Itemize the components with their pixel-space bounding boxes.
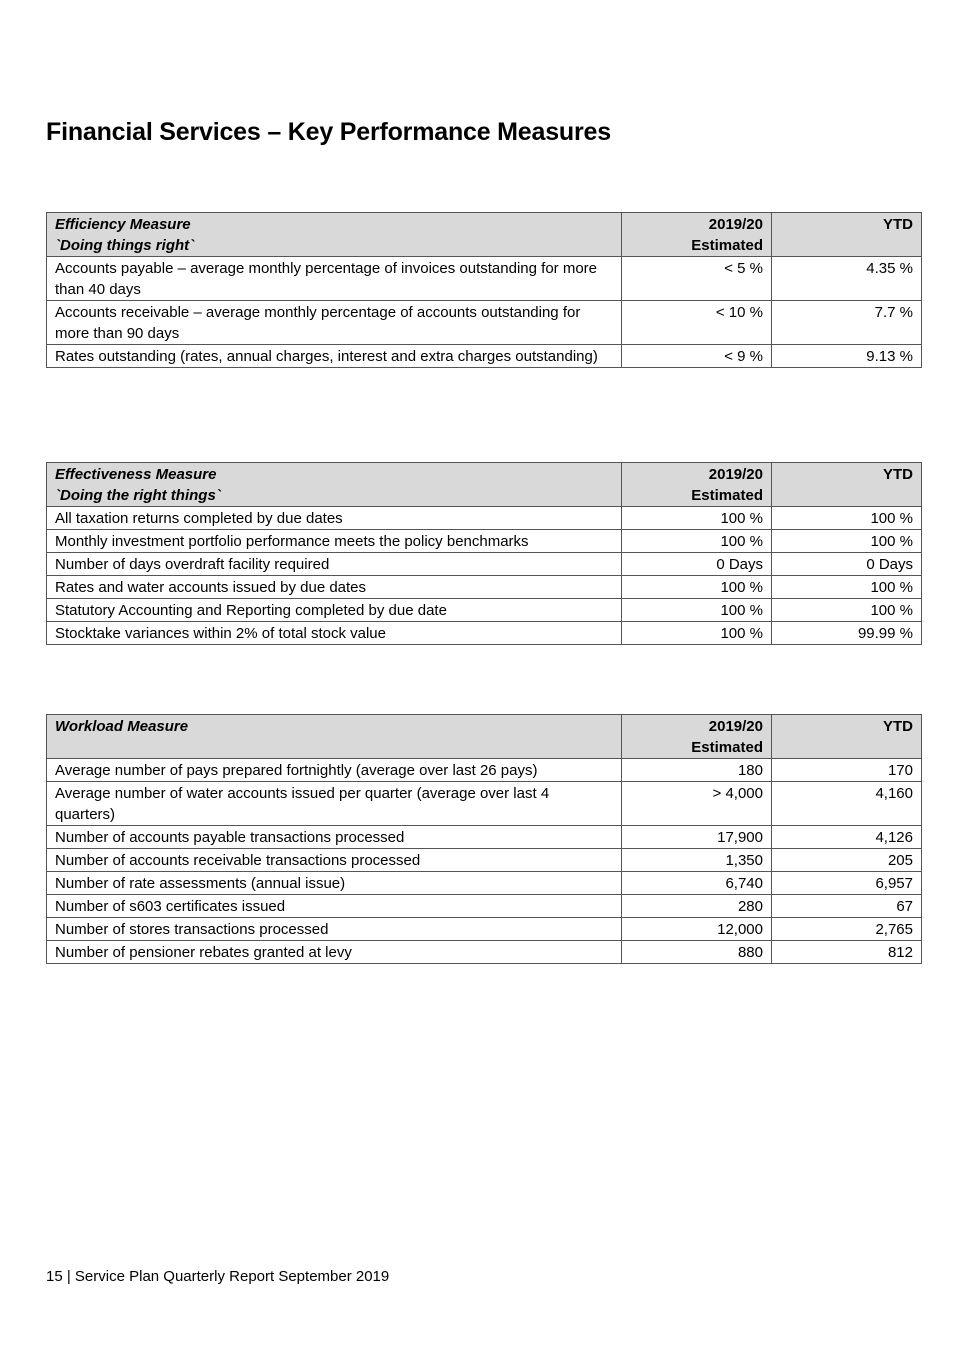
page-footer: 15 | Service Plan Quarterly Report September 2019 <box>46 1268 390 1285</box>
table-row <box>47 759 922 782</box>
table-header-row <box>47 213 922 257</box>
table-row <box>47 622 922 645</box>
measure-label: Accounts payable – average monthly percentage of invoices outstanding for more than 40 days <box>47 257 622 301</box>
estimated-value: 0 Days <box>622 553 772 576</box>
table-row <box>47 849 922 872</box>
ytd-value: 67 <box>772 895 922 918</box>
ytd-value: 100 % <box>772 576 922 599</box>
measure-heading: Workload Measure <box>55 718 189 735</box>
measure-heading: Efficiency Measure <box>55 216 191 233</box>
ytd-value: 2,765 <box>772 918 922 941</box>
measure-label: Number of stores transactions processed <box>47 918 622 941</box>
estimated-value: > 4,000 <box>622 782 772 826</box>
measure-subheading: `Doing the right things` <box>55 487 221 504</box>
table-row <box>47 553 922 576</box>
measure-label: Rates and water accounts issued by due dates <box>47 576 622 599</box>
ytd-value: 9.13 % <box>772 345 922 368</box>
table-row <box>47 599 922 622</box>
measure-label: Number of s603 certificates issued <box>47 895 622 918</box>
page-title: Financial Services – Key Performance Measures <box>46 118 611 146</box>
ytd-value: 7.7 % <box>772 301 922 345</box>
ytd-value: 100 % <box>772 599 922 622</box>
efficiency-table <box>46 212 922 368</box>
estimated-value: 100 % <box>622 599 772 622</box>
ytd-header: YTD <box>772 715 922 759</box>
ytd-value: 100 % <box>772 530 922 553</box>
measure-label: All taxation returns completed by due dates <box>47 507 622 530</box>
estimated-value: 6,740 <box>622 872 772 895</box>
estimated-value: 100 % <box>622 530 772 553</box>
table-row <box>47 257 922 301</box>
ytd-value: 99.99 % <box>772 622 922 645</box>
measure-heading: Effectiveness Measure <box>55 466 217 483</box>
ytd-value: 812 <box>772 941 922 964</box>
estimated-value: 1,350 <box>622 849 772 872</box>
estimated-value: 100 % <box>622 507 772 530</box>
ytd-value: 100 % <box>772 507 922 530</box>
table-row <box>47 895 922 918</box>
estimated-value: < 9 % <box>622 345 772 368</box>
ytd-header: YTD <box>772 213 922 257</box>
table-row <box>47 826 922 849</box>
table-header-row <box>47 463 922 507</box>
ytd-value: 170 <box>772 759 922 782</box>
ytd-value: 4,160 <box>772 782 922 826</box>
table-header-row <box>47 715 922 759</box>
measure-header <box>47 463 622 507</box>
table-row <box>47 941 922 964</box>
estimated-value: < 5 % <box>622 257 772 301</box>
effectiveness-table <box>46 462 922 645</box>
measure-header <box>47 213 622 257</box>
ytd-value: 0 Days <box>772 553 922 576</box>
measure-subheading: `Doing things right` <box>55 237 195 254</box>
measure-label: Number of days overdraft facility required <box>47 553 622 576</box>
measure-label: Average number of pays prepared fortnightly (average over last 26 pays) <box>47 759 622 782</box>
table-row <box>47 301 922 345</box>
measure-header <box>47 715 622 759</box>
estimated-header <box>622 463 772 507</box>
table-row <box>47 872 922 895</box>
ytd-value: 4.35 % <box>772 257 922 301</box>
table-row <box>47 345 922 368</box>
estimated-header-label: Estimated <box>691 237 763 254</box>
table-row <box>47 576 922 599</box>
estimated-header-year: 2019/20 <box>708 718 763 735</box>
estimated-value: 17,900 <box>622 826 772 849</box>
ytd-header: YTD <box>772 463 922 507</box>
estimated-value: 100 % <box>622 576 772 599</box>
measure-label: Statutory Accounting and Reporting completed by due date <box>47 599 622 622</box>
measure-label: Number of accounts payable transactions processed <box>47 826 622 849</box>
measure-label: Rates outstanding (rates, annual charges, interest and extra charges outstanding) <box>47 345 622 368</box>
estimated-value: 280 <box>622 895 772 918</box>
estimated-header-label: Estimated <box>691 487 763 504</box>
estimated-header <box>622 715 772 759</box>
workload-table <box>46 714 922 964</box>
estimated-value: 100 % <box>622 622 772 645</box>
estimated-value: < 10 % <box>622 301 772 345</box>
measure-label: Number of rate assessments (annual issue) <box>47 872 622 895</box>
measure-label: Monthly investment portfolio performance meets the policy benchmarks <box>47 530 622 553</box>
ytd-value: 6,957 <box>772 872 922 895</box>
measure-label: Number of accounts receivable transactions processed <box>47 849 622 872</box>
estimated-header-label: Estimated <box>691 739 763 756</box>
ytd-value: 205 <box>772 849 922 872</box>
measure-label: Average number of water accounts issued per quarter (average over last 4 quarters) <box>47 782 622 826</box>
estimated-header-year: 2019/20 <box>708 216 763 233</box>
table-row <box>47 918 922 941</box>
table-row <box>47 782 922 826</box>
estimated-value: 12,000 <box>622 918 772 941</box>
estimated-value: 880 <box>622 941 772 964</box>
estimated-header-year: 2019/20 <box>708 466 763 483</box>
estimated-value: 180 <box>622 759 772 782</box>
estimated-header <box>622 213 772 257</box>
measure-label: Number of pensioner rebates granted at levy <box>47 941 622 964</box>
table-row <box>47 507 922 530</box>
ytd-value: 4,126 <box>772 826 922 849</box>
measure-label: Accounts receivable – average monthly percentage of accounts outstanding for more than 90 days <box>47 301 622 345</box>
table-row <box>47 530 922 553</box>
measure-label: Stocktake variances within 2% of total stock value <box>47 622 622 645</box>
